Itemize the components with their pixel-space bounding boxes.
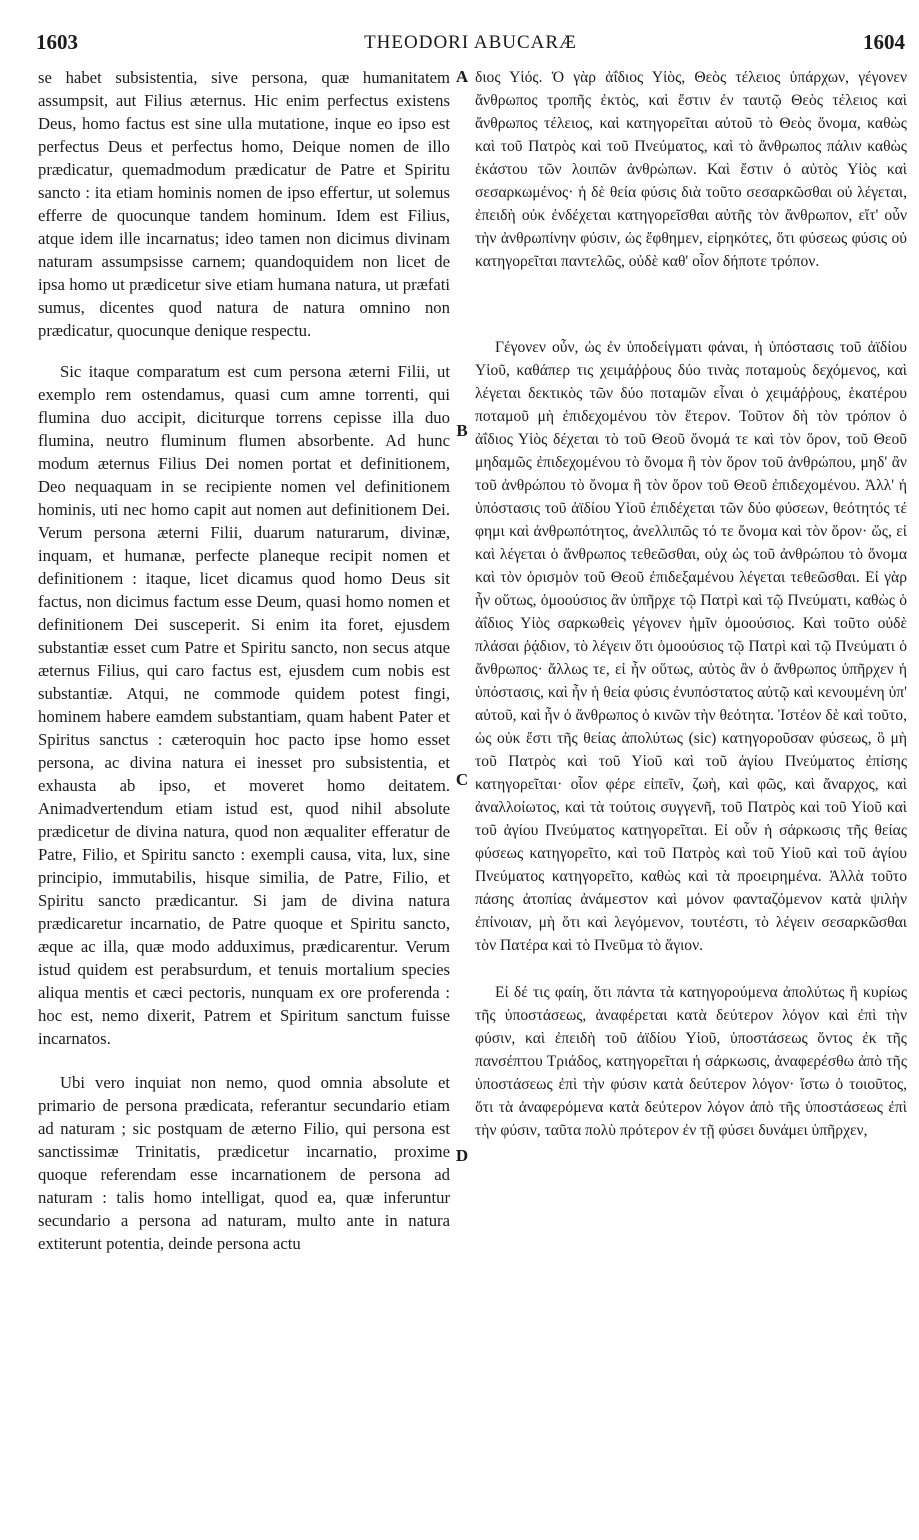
greek-paragraph-2: Γέγονεν οὖν, ὡς ἐν ὑποδείγματι φάναι, ἡ ὑπόστασις τοῦ ἀϊδίου Υἱοῦ, καθάπερ τις χειμάῤῥους δύο τινὰς ποταμοὺς δεχόμενος, καὶ λέγεται δεκτικὸς τῶν δύο ποταμῶν εἶναι ὁ χειμάῤῥους, ἑκατέρου ποταμοῦ μὴ ἐπιδεχομένου τὸν ἕτερον. Τοῦτον δὴ τὸν τρόπον ὁ ἀΐδιος Υἱὸς δέχεται τὸ τοῦ Θεοῦ ὄνομά τε καὶ τὸν ὅρον, τοῦ Θεοῦ μηδαμῶς ἐπιδεχομένου τὸ ὄνομα ἢ τὸν ὅρον τοῦ ἀνθρώπου, μηδ' ἂν τοῦ ἀνθρώπου τὸ ὄνομα ἢ τὸν ὅρον τοῦ Θεοῦ ἐπιδεχομένου. Ἀλλ' ἡ ὑπόστασις τοῦ ἀϊδίου Υἱοῦ ἐπιδέχεται τῶν δύο φύσεων, θεότητός τέ φημι καὶ ἀνθρωπότητος, ἀνελλιπῶς τό τε ὄνομα καὶ τὸν ὅρον· ὥς, εἰ καὶ λέγεται ὁ ἄνθρωπος τεθεῶσθαι, οὐχ ὡς τοῦ ἀνθρώπου τὸ ὄνομα καὶ τὸν ὁρισμὸν τοῦ Θεοῦ ἐπιδεξαμένου λέγεται τεθεῶσθαι. Εἰ γὰρ ἦν οὕτως, ὁμοούσιος ἂν ὑπῆρχε τῷ Πατρὶ καὶ τῷ Πνεύματι, καθὼς ὁ ἀΐδιος Υἱὸς σαρκωθεὶς γέγονεν ἡμῖν ὁμοούσιος. Καὶ τοῦτο οὐδὲ πλάσαι ῥᾴδιον, τὸ λέγειν ὅτι ὁμοούσιος τῷ Πατρὶ καὶ τῷ Πνεύματι ὁ ἄνθρωπος· ἄλλως τε, εἰ ἦν οὕτως, αὐτὸς ἂν ὁ ἄνθρωπος ὑπῆρχεν ἡ ὑπόστασις, καὶ ἦν ἡ θεία φύσις ἐνυπόστατος αὐτῷ καὶ κενουμένη ὑπ' αὐτοῦ, καὶ ἦν ὁ ἄνθρωπος ὁ κινῶν τὴν θεότητα. Ἰστέον δὲ καὶ τοῦτο, ὡς οὐκ ἔστι τῆς θείας ἀπολύτως (sic) κατηγοροῦσαν φύσεως, ὃ μὴ τοῦ Πατρὸς καὶ τοῦ Υἱοῦ καὶ τοῦ ἁγίου Πνεύματος ἐπίσης κατηγορεῖται· οἷον φέρε εἰπεῖν, ζωὴ, καὶ φῶς, καὶ ἄναρχος, καὶ ἀναλλοίωτος, καὶ τὰ τούτοις συγγενῆ, τοῦ Πατρὸς καὶ τοῦ Υἱοῦ καὶ τοῦ ἁγίου Πνεύματος κατηγορεῖται. Εἰ οὖν ἡ σάρκωσις τῆς θείας φύσεως κατηγορεῖτο, καὶ τοῦ Πατρὸς καὶ τοῦ Υἱοῦ καὶ τοῦ ἁγίου Πνεύματος κατηγορεῖτο, καθὼς καὶ τὰ προειρημένα. Ἀλλὰ τοῦτο πάσης ἀτοπίας ἀνάμεστον καὶ μόνον φανταζόμενον κατὰ ψιλὴν ἐπίνοιαν, μὴ ὅτι καὶ λεγόμενον, τουτέστι, τὸ λέγειν σεσαρκῶσθαι τὸν Πατέρα καὶ τὸ Πνεῦμα τὸ ἅγιον.: [475, 339, 907, 954]
section-marker-a: A: [455, 67, 469, 86]
latin-paragraph-1: se habet subsistentia, sive persona, quæ humanitatem assumpsit, aut Filius æternus. Hic enim perfectus existens Deus, homo factus est sine ulla mutatione, inque eo ipso est perfectus Deus et perfectus homo, Deique nomen de illo prædicatur, quemadmodum prædicatur de Patre et Spiritu sancto : ita etiam hominis nomen de ipso effertur, ut solemus efferre de quocunque tandem hominum. Idem est Filius, atque idem ille incarnatus; ideo tamen non dicimus divinam naturam assumpsisse carnem; quandoquidem non licet de ipsa homo ut prædicetur sive etiam humana natura, ut præfati sumus, dicentes quod natura de natura omnino non prædicatur, quocunque denique respectu.: [38, 68, 450, 340]
section-marker-d: D: [455, 1146, 469, 1165]
greek-paragraph-3: Εἰ δέ τις φαίη, ὅτι πάντα τὰ κατηγορούμενα ἀπολύτως ἢ κυρίως τῆς ὑποστάσεως, ἀναφέρεται κατὰ δεύτερον λόγον καὶ ἐπὶ τὴν φύσιν, καὶ ἐπειδὴ τοῦ ἀϊδίου Υἱοῦ, ὑποστάσεως ὄντος ἐκ τῆς πανσέπτου Τριάδος, κατηγορεῖται ἡ σάρκωσις, ἀναφερέσθω ἀπὸ τῆς ὑποστάσεως ἐπὶ τὴν φύσιν κατὰ δεύτερον λόγον· ἴστω ὁ τοιοῦτος, ὅτι τὰ ἀναφερόμενα κατὰ δεύτερον λόγον ἀπὸ τῆς ὑποστάσεως ἐπὶ τὴν φύσιν, ταῦτα πολὺ πρότερον ἐν τῇ φύσει δυνάμει ὑπῆρχεν,: [475, 984, 907, 1139]
greek-paragraph-1: διος Υἱός. Ὁ γὰρ ἀΐδιος Υἱὸς, Θεὸς τέλειος ὑπάρχων, γέγονεν ἄνθρωπος τροπῆς ἐκτὸς, καὶ ἔστιν ἐν ταυτῷ Θεὸς τέλειος καὶ ἄνθρωπος τέλειος, καὶ κατηγορεῖται αὐτοῦ τὸ Θεὸς ὄνομα, καθὼς καὶ τοῦ Πατρὸς καὶ τοῦ Πνεύματος, καὶ τὸ ἄνθρωπος πάλιν καθὼς ἑκάστου τῶν λοιπῶν ἀνθρώπων. Καὶ ἔστιν ὁ αὐτὸς Υἱὸς καὶ σεσαρκωμένος· ἡ δὲ θεία φύσις διὰ τοῦτο σεσαρκῶσθαι οὐ λέγεται, ἐπειδὴ οὐκ ἐνδέχεται κατηγορεῖσθαι αὐτῆς τὸν ἄνθρωπον, εἴτ' οὖν τὴν ἀνθρωπίνην φύσιν, ὡς ἔφθημεν, εἰρηκότες, ὅτι φύσεως φύσις οὐ κατηγορεῖται παντελῶς, οὐδὲ καθ' οἷον δήποτε τρόπον.: [475, 69, 907, 270]
latin-column: [38, 66, 450, 1255]
section-marker-c: C: [455, 770, 469, 789]
page-header: [36, 30, 905, 64]
page-number-right: 1604: [863, 30, 905, 54]
latin-paragraph-2: Sic itaque comparatum est cum persona æterni Filii, ut exemplo rem ostendamus, quasi cum amne torrenti, qui flumina duo accipit, diciturque torrens cepisse illa duo flumina, neutro fluminum flumen absorbente. Ad hunc modum æternus Filius Dei nomen portat et definitionem, Deo nequaquam in se recipiente nomen vel definitionem hominis, uti nec homo capit aut nomen aut definitionem Dei. Verum persona æterni Filii, duarum naturarum, divinæ, inquam, et humanæ, perfecte planeque recipit nomen et definitionem : itaque, licet dicamus quod homo Deus sit factus, non dicimus factum esse Deum, quasi homo nomen et definitionem Dei susceperit. Si enim ita foret, ejusdem substantiæ esset cum Patre et Spiritu sancto, non secus atque æternus Filius, qui caro factus est, ejusdem cum nobis est substantiæ. Atqui, ne commode quidem potest fingi, hominem habere eamdem substantiam, quam habent Pater et Spiritus sanctus : cæteroquin hoc pacto ipse homo esset persona, ac divina natura ei inesset pro subsistentia, et exhausta ab ipso, et moveret homo deitatem. Animadvertendum etiam istud est, quod nihil absolute prædicetur de divina natura, quod non æqualiter efferatur de Patre, Filio, et Spiritu sancto : exempli causa, vita, lux, sine principio, immutabilis, hisque similia, de Patre, Filio, et Spiritu sancto prædicantur. Si jam de divina natura prædicaretur incarnatio, de Patre quoque et Spiritu sancto, æque ac illa, quæ modo adduximus, prædicarentur. Verum istud quidem est perabsurdum, et tenuis mortalium species aliqua mentis et cæci pectoris, nunquam ex ore proferenda : hoc est, nemo dixerit, Patrem et Spiritum sanctum fuisse incarnatos.: [38, 362, 450, 1048]
running-title: THEODORI ABUCARÆ: [364, 32, 577, 53]
page-number-left: 1603: [36, 30, 78, 54]
latin-paragraph-3: Ubi vero inquiat non nemo, quod omnia absolute et primario de persona prædicata, referantur secundario etiam ad naturam ; sic postquam de æterno Filio, qui persona est sanctissimæ Trinitatis, prædicetur incarnatio, proxime quoque referendam esse incarnationem de persona ad naturam : talis homo intelligat, quod ea, quæ inferuntur secundario a persona ad naturam, multo ante in natura extiterunt potentia, deinde persona actu: [38, 1073, 450, 1253]
section-marker-b: B: [456, 421, 468, 440]
greek-column: [475, 66, 907, 1142]
